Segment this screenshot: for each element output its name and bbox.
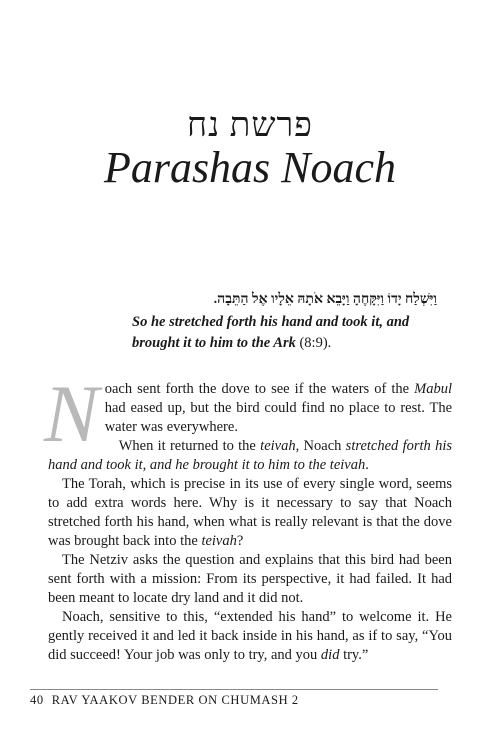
verse-translation-bold: So he stretched forth his hand and took it, and brought it to him to the Ark: [132, 314, 410, 351]
paragraph-1: [48, 380, 452, 437]
paragraph-3: [48, 475, 452, 551]
page-number: 40: [30, 693, 44, 707]
text-run: try.”: [339, 647, 369, 663]
running-head: RAV YAAKOV BENDER ON CHUMASH 2: [51, 693, 299, 707]
italic-run: Mabul: [414, 381, 452, 397]
verse-translation: [132, 312, 452, 354]
text-run: oach sent forth the dove to see if the waters of the: [104, 381, 415, 397]
paragraph-4: [48, 551, 452, 608]
italic-run: teivah: [260, 438, 296, 454]
text-run: When it returned to the: [118, 438, 261, 454]
text-run: Noach, sensitive to this, “extended his hand” to welcome it. He gently received it and led it back inside in his hand, as if to say, “You did succeed! Your job was only to try, and you: [48, 609, 452, 663]
italic-run: stretched forth his hand and took it, and he brought it to him to the teivah: [48, 438, 452, 473]
italic-run: teivah: [201, 533, 237, 549]
verse-reference: (8:9).: [295, 335, 332, 351]
text-run: had eased up, but the bird could find no place to rest. The water was everywhere.: [104, 400, 452, 435]
italic-run: did: [320, 647, 340, 663]
paragraph-5: [48, 608, 452, 665]
text-run: , Noach: [295, 438, 346, 454]
body-text: [44, 368, 452, 665]
page-footer: [30, 692, 299, 708]
text-run: .: [365, 457, 369, 473]
text-run: The Torah, which is precise in its use of every single word, seems to add extra words here. Why is it necessary to say that Noach stretched forth his hand, when what is really relevant is that the dove was brought back into the: [48, 476, 452, 549]
footer-rule: [30, 689, 438, 690]
paragraph-2: [48, 437, 452, 475]
text-run: The Netziv asks the question and explains that this bird had been sent forth with a mission: From its perspective, it had failed. It had been meant to locate dry land and it did not.: [48, 552, 452, 606]
parasha-title-english: Parashas Noach: [103, 143, 397, 192]
parasha-title-hebrew: פרשת נח: [187, 107, 313, 144]
text-run: ?: [236, 533, 244, 549]
drop-cap: N: [44, 368, 99, 459]
verse-hebrew: וַיִּשְׁלַח יָדוֹ וַיִּקָּחֶהָ וַיָּבֵא אֹתָהּ אֵלָיו אֶל הַתֵּבָה.: [213, 292, 437, 307]
